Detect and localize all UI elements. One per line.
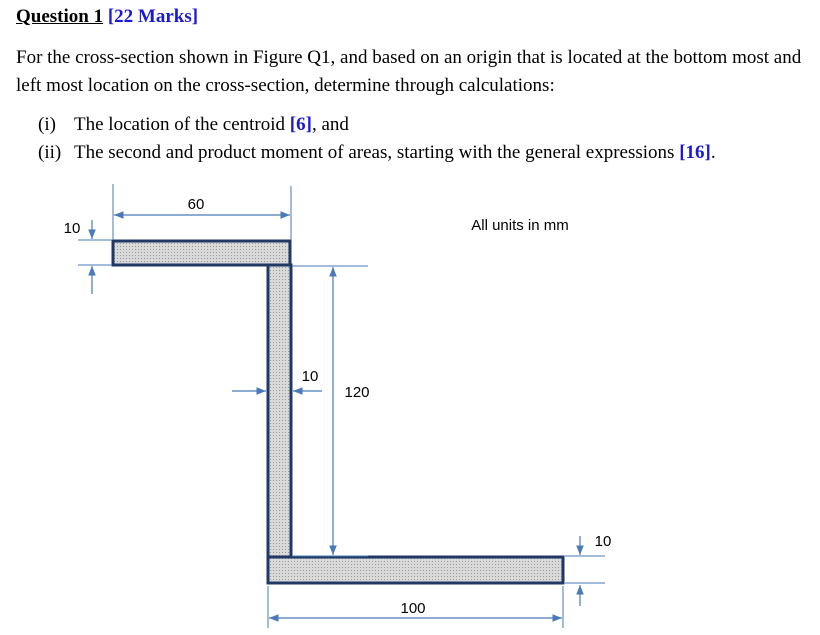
task-marks: [6]: [289, 114, 312, 135]
dim-label-web-height: 120: [344, 384, 370, 401]
task-number: (i): [38, 114, 56, 135]
cross-section-drawing: [0, 170, 820, 630]
task-item-ii: [38, 142, 716, 164]
question-marks: [22 Marks]: [107, 6, 199, 27]
question-intro: For the cross-section shown in Figure Q1, and based on an origin that is located at the bottom most and left most location on the cross-section, determine through calculations:: [16, 47, 802, 96]
task-text-end: , and: [311, 114, 349, 135]
dim-label-top-flange-thickness: 10: [63, 220, 81, 237]
question-title: Question 1: [16, 6, 104, 27]
task-text: The second and product moment of areas, starting with the general expressions: [74, 142, 680, 163]
task-text-end: .: [710, 142, 716, 163]
top-flange: [113, 241, 290, 265]
dim-label-top-flange-width: 60: [187, 196, 205, 213]
dim-label-bottom-flange-thickness: 10: [594, 533, 612, 550]
dim-label-bottom-flange-width: 100: [400, 600, 426, 617]
bottom-flange: [268, 557, 563, 583]
task-item-i: [38, 114, 349, 136]
task-text: The location of the centroid: [74, 114, 290, 135]
web: [268, 265, 291, 557]
task-marks: [16]: [679, 142, 711, 163]
units-note: All units in mm: [471, 217, 569, 234]
question-heading: [16, 6, 198, 28]
dim-label-web-thickness: 10: [301, 368, 319, 385]
figure-q1: [0, 170, 820, 630]
task-number: (ii): [38, 142, 62, 163]
